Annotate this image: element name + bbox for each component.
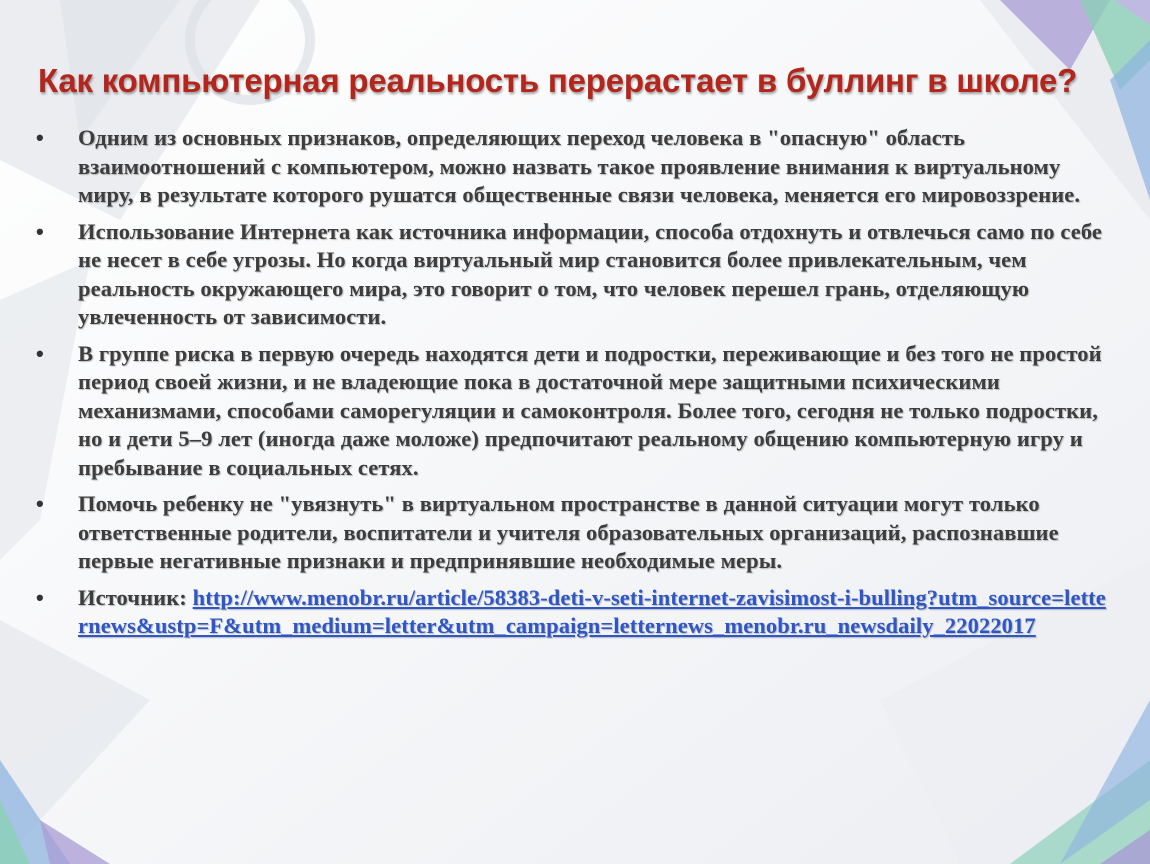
- source-item: [36, 584, 1111, 641]
- slide-title: Как компьютерная реальность перерастает в буллинг в школе?: [38, 62, 1078, 99]
- bullet-item: [36, 490, 1111, 576]
- bullet-marker: •: [36, 125, 44, 150]
- bullet-item: [36, 340, 1111, 483]
- paragraph-text: Использование Интернета как источника информации, способа отдохнуть и отвлечься само по себе не несет в себе угрозы. Но когда виртуальный мир становится более привлекательным, чем реальность окружающего мира, это говорит о том, что человек перешел грань, отделяющую увлеченность от зависимости.: [78, 218, 1102, 329]
- bullet-marker: •: [36, 584, 44, 610]
- bullet-item: [36, 124, 1111, 210]
- bullet-item: [36, 218, 1111, 332]
- slide-content: [36, 124, 1111, 649]
- paragraph-text: Одним из основных признаков, определяющих переход человека в "опасную" область взаимоотношений с компьютером, можно назвать такое проявление внимания к виртуальному миру, в результате которого рушатся общественные связи человека, меняется его мировоззрение.: [78, 125, 1081, 207]
- paragraph-text: Помочь ребенку не "увязнуть" в виртуальном пространстве в данной ситуации могут только ответственные родители, воспитатели и учителя образовательных организаций, распознавшие первые негативные признаки и предпринявшие необходимые меры.: [78, 491, 1059, 573]
- source-label: Источник:: [78, 584, 187, 610]
- bullet-marker: •: [36, 491, 44, 516]
- source-link[interactable]: http://www.menobr.ru/article/58383-deti-v-seti-internet-zavisimost-i-bulling?utm_source=letternews&ustp=F&utm_medium=letter&utm_campaign=letternews_menobr.ru_newsdaily_22022017: [78, 584, 1106, 638]
- bullet-marker: •: [36, 340, 44, 366]
- bullet-marker: •: [36, 218, 44, 244]
- source-text: [78, 584, 1111, 641]
- paragraph-text: В группе риска в первую очередь находятся дети и подростки, переживающие и без того не простой период своей жизни, и не владеющие пока в достаточной мере защитными психическими механизмами, способами саморегуляции и самоконтроля. Более того, сегодня не только подростки, но и дети 5–9 лет (иногда даже моложе) предпочитают реальному общению компьютерную игру и пребывание в социальных сетях.: [78, 340, 1102, 480]
